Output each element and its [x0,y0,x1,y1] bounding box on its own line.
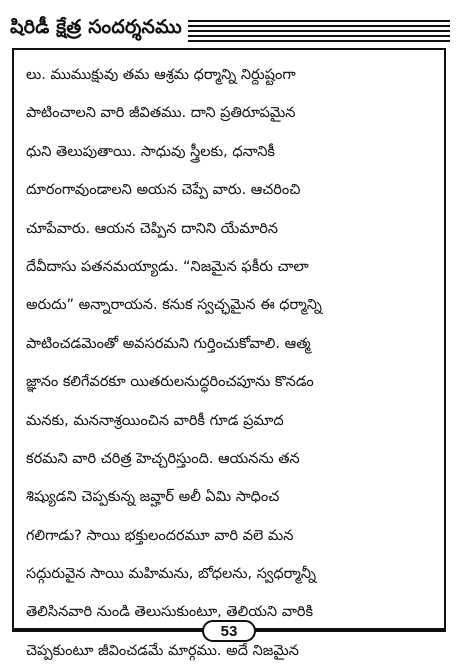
page-number-badge [202,620,256,642]
page-number: 53 [220,622,238,640]
text-line: మనకు, మననాశ్రయించిన వారికీ గూడ ప్రమాద [26,412,284,429]
text-line: జ్ఞానం కలిగేవరకూ యితరులనుద్ధరించపూను కొనడం [26,374,314,391]
text-line: శిష్యుడని చెప్పకున్న జవ్హార్ అలీ ఏమి సాధించ [26,489,280,506]
page-footer [12,620,446,644]
text-line: ధుని తెలుపుతాయి. సాధువు స్త్రీలకు, ధనానికీ [26,143,275,160]
body-text [26,56,438,670]
text-line: కరమని వారి చరిత్ర హెచ్చరిస్తుంది. ఆయనను తన [26,450,300,467]
text-line: లు. ముముక్షువు తమ ఆశ్రమ ధర్మాన్ని నిర్దుష్టంగా [26,67,296,83]
running-title: షిరిడీ క్షేత్ర సందర్శనము [10,16,182,38]
text-line: పాటించాలని వారి జీవితము. దాని ప్రతిరూపమైన [26,105,296,122]
text-line: పాటించడమెంతో అవసరమని గుర్తించుకోవాలి. ఆత్మ [26,335,311,352]
text-line: సద్గురువైన సాయి మహిమను, బోధలను, స్వధర్మాన్నీ [26,566,316,583]
text-line: గలిగాడు? సాయి భక్తులందరమూ వారి వలె మన [26,527,294,544]
text-line: అరుదు” అన్నారాయన. కనుక స్వచ్ఛమైన ఈ ధర్మాన్ని [26,297,322,314]
text-line: చెప్పకుంటూ జీవించడమే మార్గము. అదే నిజమైన [26,642,299,659]
text-line: దూరంగావుండాలని అయన చెప్పే వారు. ఆచరించి [26,182,301,199]
page-header [10,14,450,48]
header-rule-lines [188,20,450,46]
text-line: తెలిసినవారి నుండి తెలుసుకుంటూ, తెలియని వారికి [26,604,314,621]
text-line: చూపేవారు. ఆయన చెప్పిన దానిని యేమారిన [26,220,279,237]
text-line: దేవీదాసు పతనమయ్యాడు. “నిజమైన ఫకీరు చాలా [26,258,309,275]
